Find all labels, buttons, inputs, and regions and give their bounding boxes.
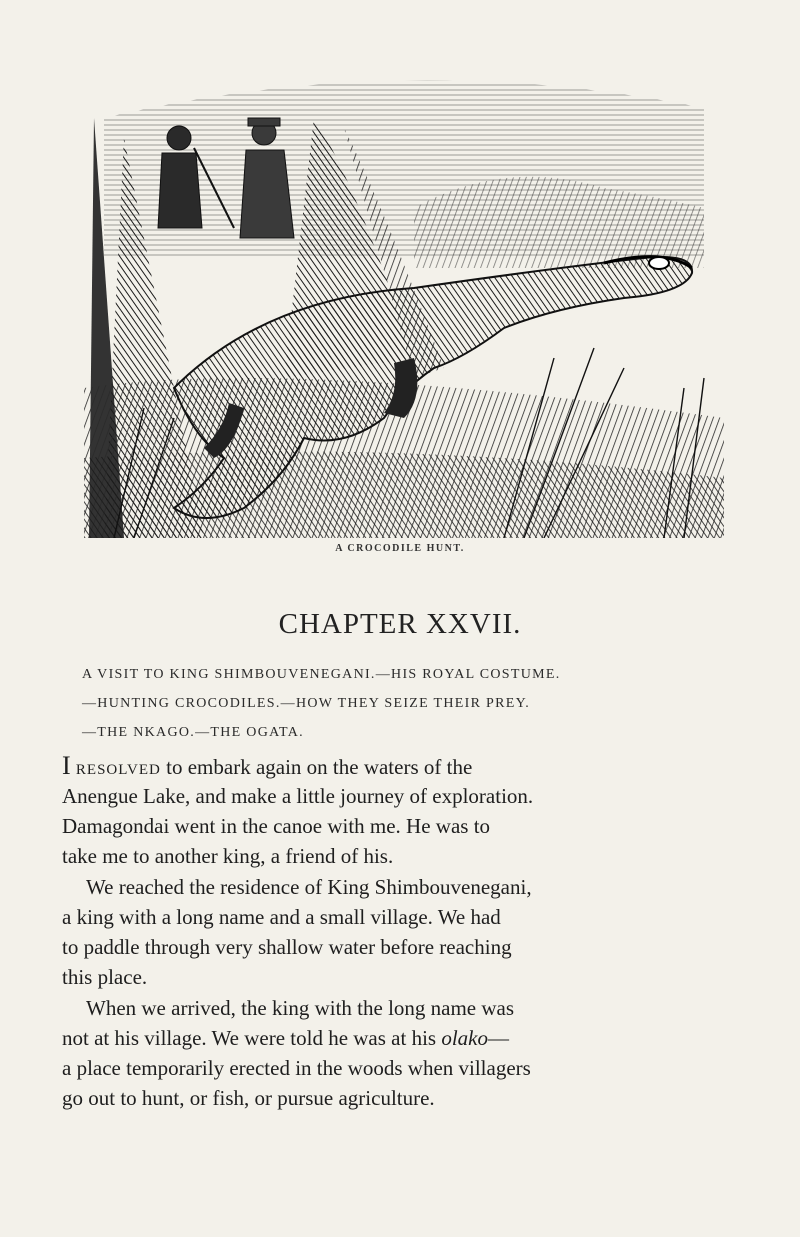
opening-word: I bbox=[62, 751, 71, 780]
chapter-title: CHAPTER XXVII. bbox=[278, 608, 522, 640]
paragraph-line: We reached the residence of King Shimbouvenegani, bbox=[86, 875, 532, 899]
paragraph-line: When we arrived, the king with the long name was bbox=[86, 996, 515, 1020]
paragraph-line: Damagondai went in the canoe with me. He was to bbox=[62, 814, 491, 838]
paragraph-line: I resolved to embark again on the waters of the bbox=[62, 751, 473, 780]
opening-smallcaps: resolved bbox=[75, 755, 161, 779]
paragraph-line: Anengue Lake, and make a little journey of exploration. bbox=[62, 784, 534, 808]
paragraph-line: to paddle through very shallow water before reaching bbox=[62, 935, 512, 959]
paragraph-line: not at his village. We were told he was at his olako— bbox=[62, 1026, 509, 1050]
paragraph-line: take me to another king, a friend of his. bbox=[62, 844, 394, 868]
paragraph-line: a king with a long name and a small village. We had bbox=[62, 905, 501, 929]
crocodile-hunt-illustration bbox=[84, 58, 724, 538]
paragraph-line: go out to hunt, or fish, or pursue agriculture. bbox=[62, 1086, 435, 1110]
illustration-caption: A CROCODILE HUNT. bbox=[335, 543, 465, 554]
paragraph-line: this place. bbox=[62, 965, 148, 989]
italic-word: olako bbox=[441, 1026, 488, 1050]
chapter-summary-line: —THE NKAGO.—THE OGATA. bbox=[82, 725, 304, 740]
chapter-summary-line: A VISIT TO KING SHIMBOUVENEGANI.—HIS ROYAL COSTUME. bbox=[82, 667, 561, 682]
paragraph-line: a place temporarily erected in the woods when villagers bbox=[62, 1056, 531, 1080]
chapter-summary-line: —HUNTING CROCODILES.—HOW THEY SEIZE THEIR PREY. bbox=[82, 696, 531, 711]
